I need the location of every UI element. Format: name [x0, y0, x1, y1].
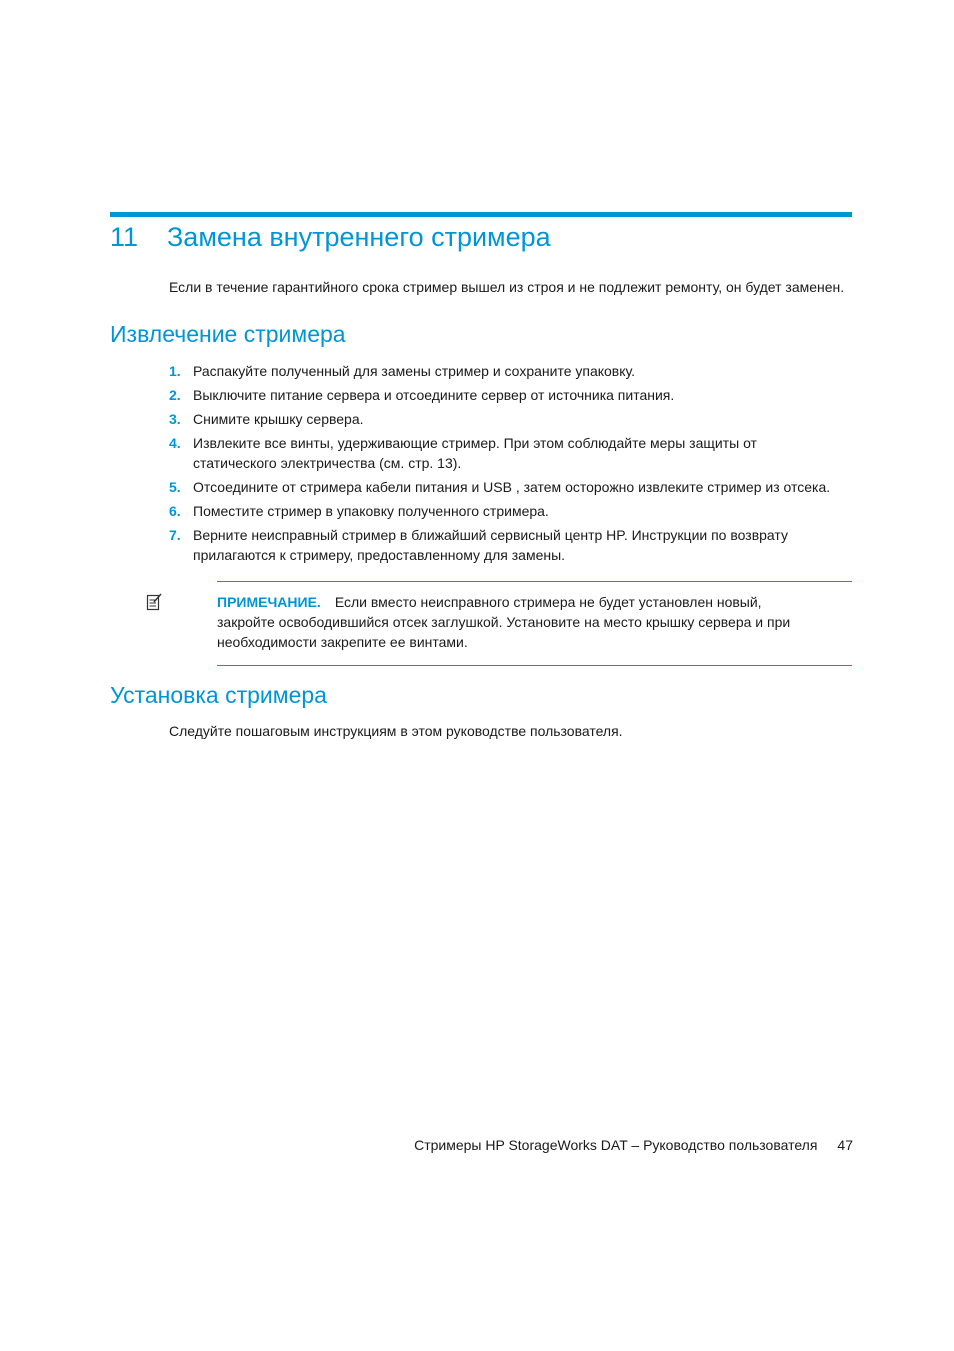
- step-number: 2.: [169, 387, 181, 403]
- step-item: [169, 501, 859, 521]
- step-number: 1.: [169, 363, 181, 379]
- step-text: Выключите питание сервера и отсоедините сервер от источника питания.: [193, 387, 675, 403]
- step-text: Извлеките все винты, удерживающие стример. При этом соблюдайте меры защиты от статического электричества (см. стр. 13).: [193, 435, 757, 471]
- step-item: [169, 385, 859, 405]
- step-text: Верните неисправный стример в ближайший сервисный центр HP. Инструкции по возврату прилагаются к стримеру, предоставленному для замены.: [193, 527, 788, 563]
- step-number: 6.: [169, 503, 181, 519]
- page-number: 47: [837, 1137, 853, 1153]
- step-text: Распакуйте полученный для замены стример и сохраните упаковку.: [193, 363, 636, 379]
- note-body: [217, 592, 817, 652]
- step-item: [169, 433, 859, 473]
- step-item: [169, 361, 859, 381]
- chapter-number: 11: [110, 222, 139, 252]
- install-text: Следуйте пошаговым инструкциям в этом руководстве пользователя.: [169, 723, 623, 739]
- step-item: [169, 409, 859, 429]
- step-number: 7.: [169, 527, 181, 543]
- note-bottom-rule: [217, 665, 852, 666]
- chapter-intro: Если в течение гарантийного срока стример вышел из строя и не подлежит ремонту, он будет заменен.: [169, 279, 845, 295]
- note-label: ПРИМЕЧАНИЕ.: [217, 594, 321, 610]
- step-number: 5.: [169, 479, 181, 495]
- note-icon: [146, 593, 162, 611]
- step-text: Снимите крышку сервера.: [193, 411, 364, 427]
- footer-doc-title: Стримеры HP StorageWorks DAT – Руководство пользователя: [414, 1137, 818, 1153]
- chapter-title-text: Замена внутреннего стримера: [167, 222, 551, 252]
- page-footer: [414, 1137, 853, 1153]
- note-top-rule: [217, 581, 852, 582]
- step-number: 4.: [169, 435, 181, 451]
- chapter-rule: [110, 212, 852, 217]
- note-text: Если вместо неисправного стримера не будет установлен новый, закройте освободившийся отсек заглушкой. Установите на место крышку сервера и при необходимости закрепите ее винтами.: [217, 594, 791, 650]
- step-item: [169, 477, 859, 497]
- section-title-install: Установка стримера: [110, 682, 327, 708]
- chapter-title: [110, 222, 551, 253]
- step-text: Отсоедините от стримера кабели питания и USB , затем осторожно извлеките стример из отсека.: [193, 479, 831, 495]
- step-item: [169, 525, 859, 565]
- section-title-remove: Извлечение стримера: [110, 321, 346, 347]
- step-text: Поместите стример в упаковку полученного стримера.: [193, 503, 549, 519]
- remove-steps-list: [169, 361, 859, 569]
- step-number: 3.: [169, 411, 181, 427]
